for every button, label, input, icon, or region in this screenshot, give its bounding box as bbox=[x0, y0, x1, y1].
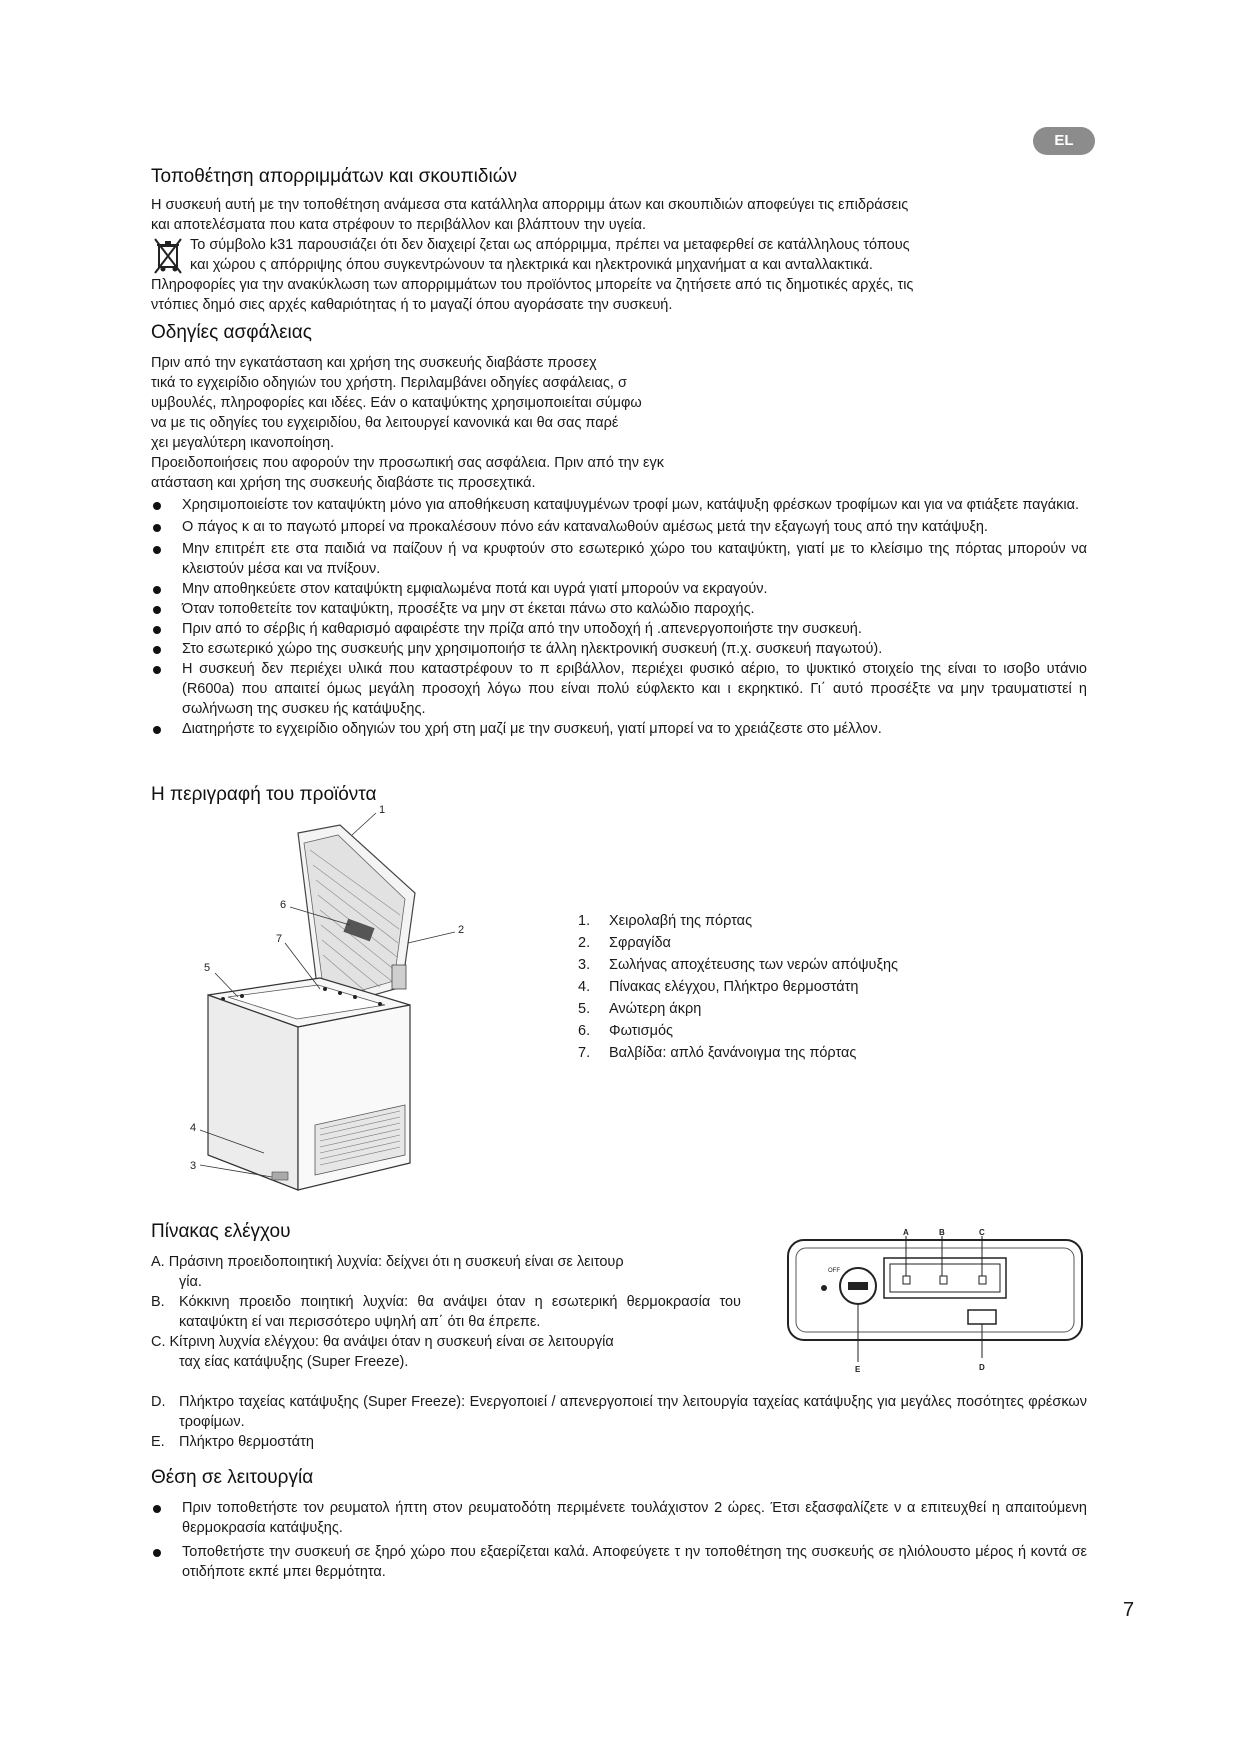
safety-bullet: Πριν από το σέρβις ή καθαρισμό αφαιρέστε την πρίζα από την υποδοχή ή .απενεργοποιήστε την συσκευή. bbox=[151, 619, 1087, 639]
legend-item-b: B. Κόκκινη προειδο ποιητική λυχνία: θα ανάψει όταν η εσωτερική θερμοκρασία του καταψύκτη εί ναι περισσότερο υψηλή απ΄ ότι θα έπρεπε. bbox=[151, 1294, 741, 1330]
safety-bullet-list bbox=[151, 495, 1087, 739]
parts-list-item: 3. Σωλήνας αποχέτευσης των νερών απόψυξης bbox=[578, 957, 899, 973]
safety-bullet: Στο εσωτερικό χώρο της συσκευής μην χρησιμοποιήσ τε άλλη ηλεκτρονική συσκευή (π.χ. συσκευή παγωτού). bbox=[151, 639, 1087, 659]
callout-3: 3 bbox=[190, 1160, 197, 1172]
parts-list-item: 2. Σφραγίδα bbox=[578, 935, 671, 951]
diagram-label-a: A bbox=[903, 1228, 909, 1237]
safety-intro-line: Πριν από την εγκατάσταση και χρήση της συσκευής διαβάστε προσεχ bbox=[151, 355, 597, 371]
diagram-label-c: C bbox=[979, 1228, 985, 1237]
legend-item-a: A. Πράσινη προειδοποιητική λυχνία: δείχνει ότι η συσκευή είναι σε λειτουρ bbox=[151, 1254, 624, 1270]
product-title: Η περιγραφή του προϊόντα bbox=[151, 784, 377, 805]
parts-list-item: 5. Ανώτερη άκρη bbox=[578, 1001, 702, 1017]
bullet-icon bbox=[153, 726, 161, 734]
knob-off-label: OFF bbox=[828, 1268, 840, 1274]
safety-intro-line: ατάσταση και χρήση της συσκευής διαβάστε τις προσεχτικά. bbox=[151, 475, 536, 491]
bullet-icon bbox=[153, 1549, 161, 1557]
safety-bullet: Χρησιμοποιείστε τον καταψύκτη μόνο για αποθήκευση καταψυγμένων τροφί μων, κατάψυξη φρέσκων τροφίμων και για να φτιάξετε παγάκια. bbox=[151, 495, 1087, 515]
operation-title: Θέση σε λειτουργία bbox=[151, 1467, 314, 1488]
diagram-label-d: D bbox=[979, 1363, 985, 1372]
parts-list-item: 4. Πίνακας ελέγχου, Πλήκτρο θερμοστάτη bbox=[578, 979, 859, 995]
legend-item-a-cont: γία. bbox=[179, 1274, 202, 1290]
bullet-icon bbox=[153, 502, 161, 510]
disposal-symbol-line-2: και χώρου ς απόρριψης όπου συγκεντρώνουν τα ηλεκτρικά και ηλεκτρονικά μηχανήματ α και ανταλλακτικά. bbox=[190, 257, 873, 273]
control-panel-legend bbox=[151, 1252, 741, 1372]
safety-intro-line: να με τις οδηγίες του εγχειριδίου, θα λειτουργεί κανονικά και θα σας παρέ bbox=[151, 415, 619, 431]
safety-intro-line: υμβουλές, πληροφορίες και ιδέες. Εάν ο καταψύκτης χρησιμοποιείται σύμφω bbox=[151, 395, 642, 411]
safety-bullet: Η συσκευή δεν περιέχει υλικά που καταστρέφουν το π εριβάλλον, περιέχει φυσικό αέριο, το ψυκτικό στοιχείο της είναι το ισοβο υτάνιο (R600a) που απαιτεί όμως μεγάλη προσοχή λόγω που είναι πολύ εύφλεκτο και ι εκρηκτικό. Γι΄ αυτό προσέξτε να μην τραυματιστεί η σωλήνωση της συσκευ ής κατάψυξης. bbox=[151, 659, 1087, 719]
safety-intro-line: Προειδοποιήσεις που αφορούν την προσωπική σας ασφάλεια. Πριν από την εγκ bbox=[151, 455, 664, 471]
bullet-icon bbox=[153, 626, 161, 634]
bullet-icon bbox=[153, 666, 161, 674]
callout-1: 1 bbox=[379, 805, 386, 816]
bullet-icon bbox=[153, 546, 161, 554]
safety-intro-line: χει μεγαλύτερη ικανοποίηση. bbox=[151, 435, 335, 451]
chest-freezer-figure bbox=[180, 805, 480, 1210]
safety-bullet: Μην αποθηκεύετε στον καταψύκτη εμφιαλωμένα ποτά και υγρά γιατί μπορούν να εκραγούν. bbox=[151, 579, 1087, 599]
disposal-symbol-line-1: Το σύμβολο k31 παρουσιάζει ότι δεν διαχειρί ζεται ως απόρριμμα, πρέπει να μεταφερθεί σε κατάλληλους τόπους bbox=[190, 237, 910, 253]
safety-bullet: Όταν τοποθετείτε τον καταψύκτη, προσέξτε να μην στ έκεται πάνω στο καλώδιο παροχής. bbox=[151, 599, 1087, 619]
callout-2: 2 bbox=[458, 924, 465, 936]
parts-list-item: 7. Βαλβίδα: απλό ξανάνοιγμα της πόρτας bbox=[578, 1045, 857, 1061]
legend-item-d: D. Πλήκτρο ταχείας κατάψυξης (Super Freeze): Ενεργοποιεί / απενεργοποιεί την λειτουργία ταχείας κατάψυξης για μεγάλες ποσότητες φρέσκων τροφίμων. bbox=[151, 1394, 1087, 1430]
bullet-icon bbox=[153, 524, 161, 532]
wheelie-bin-crossed-icon bbox=[152, 235, 184, 275]
legend-item-c-cont: ταχ είας κατάψυξης (Super Freeze). bbox=[179, 1354, 409, 1370]
callout-5: 5 bbox=[204, 962, 211, 974]
bullet-icon bbox=[153, 606, 161, 614]
safety-intro bbox=[151, 353, 911, 493]
diagram-label-b: B bbox=[939, 1228, 945, 1237]
disposal-title: Τοποθέτηση απορριμμάτων και σκουπιδιών bbox=[151, 166, 518, 187]
disposal-info-line-2: ντόπιες δημό σιες αρχές καθαριότητας ή το μαγαζί όπου αγοράσατε την συσκευή. bbox=[151, 297, 673, 313]
control-panel-diagram bbox=[780, 1228, 1090, 1378]
parts-list bbox=[578, 910, 898, 1064]
disposal-intro-line-1: Η συσκευή αυτή με την τοποθέτηση ανάμεσα στα κατάλληλα απορριμμ άτων και σκουπιδιών αποφεύγει τις επιδράσεις bbox=[151, 197, 909, 213]
parts-list-item: 1. Χειρολαβή της πόρτας bbox=[578, 913, 753, 929]
legend-item-c: C. Κίτρινη λυχνία ελέγχου: θα ανάψει όταν η συσκευή είναι σε λειτουργία bbox=[151, 1334, 614, 1350]
callout-7: 7 bbox=[276, 933, 283, 945]
diagram-label-e: E bbox=[855, 1365, 861, 1374]
disposal-intro-line-2: και αποτελέσματα που κατα στρέφουν το περιβάλλον και βλάπτουν την υγεία. bbox=[151, 217, 647, 233]
control-panel-title: Πίνακας ελέγχου bbox=[151, 1221, 291, 1242]
lid-handle bbox=[392, 965, 406, 989]
bullet-icon bbox=[153, 586, 161, 594]
control-panel-legend-wide bbox=[151, 1392, 1087, 1452]
drain-plug bbox=[272, 1172, 288, 1180]
safety-title: Οδηγίες ασφάλειας bbox=[151, 322, 312, 343]
bullet-icon bbox=[153, 1505, 161, 1513]
safety-bullet: Μην επιτρέπ ετε στα παιδιά να παίζουν ή να κρυφτούν στο εσωτερικό χώρο του καταψύκτη, γιατί με το κλείσιμο της πόρτας μπορούν να κλειστούν μέσα και να πνίξουν. bbox=[151, 539, 1087, 579]
disposal-info-line-1: Πληροφορίες για την ανακύκλωση των απορριμμάτων του προϊόντος μπορείτε να ζητήσετε από τις δημοτικές αρχές, τις bbox=[151, 277, 914, 293]
callout-6: 6 bbox=[280, 899, 287, 911]
callout-4: 4 bbox=[190, 1122, 197, 1134]
safety-bullet: Διατηρήστε το εγχειρίδιο οδηγιών του χρή στη μαζί με την συσκευή, γιατί μπορεί να το χρειάζεστε στο μέλλον. bbox=[151, 719, 1087, 739]
safety-intro-line: τικά το εγχειρίδιο οδηγιών του χρήστη. Περιλαμβάνει οδηγίες ασφάλειας, σ bbox=[151, 375, 627, 391]
language-badge: EL bbox=[1033, 127, 1095, 155]
legend-item-e: E. Πλήκτρο θερμοστάτη bbox=[151, 1434, 314, 1450]
operation-bullet-list bbox=[151, 1498, 1087, 1582]
operation-bullet: Τοποθετήστε την συσκευή σε ξηρό χώρο που εξαερίζεται καλά. Αποφεύγετε τ ην τοποθέτηση της συσκευής σε ηλιόλουστο μέρος ή κοντά σε οτιδήποτε εκπέ μπει θερμότητα. bbox=[151, 1542, 1087, 1582]
bullet-icon bbox=[153, 646, 161, 654]
parts-list-item: 6. Φωτισμός bbox=[578, 1023, 673, 1039]
super-freeze-button bbox=[968, 1310, 996, 1324]
page-number: 7 bbox=[1123, 1599, 1135, 1621]
safety-bullet: Ο πάγος κ αι το παγωτό μπορεί να προκαλέσουν πόνο εάν καταναλωθούν αμέσως μετά την εξαγωγή τους από την κατάψυξη. bbox=[151, 517, 1087, 537]
operation-bullet: Πριν τοποθετήστε τον ρευματολ ήπτη στον ρευματοδότη περιμένετε τουλάχιστον 2 ώρες. Έτσι εξασφαλίζετε ν α επιτευχθεί η απαιτούμενη θερμοκρασία κατάψυξης. bbox=[151, 1498, 1087, 1538]
